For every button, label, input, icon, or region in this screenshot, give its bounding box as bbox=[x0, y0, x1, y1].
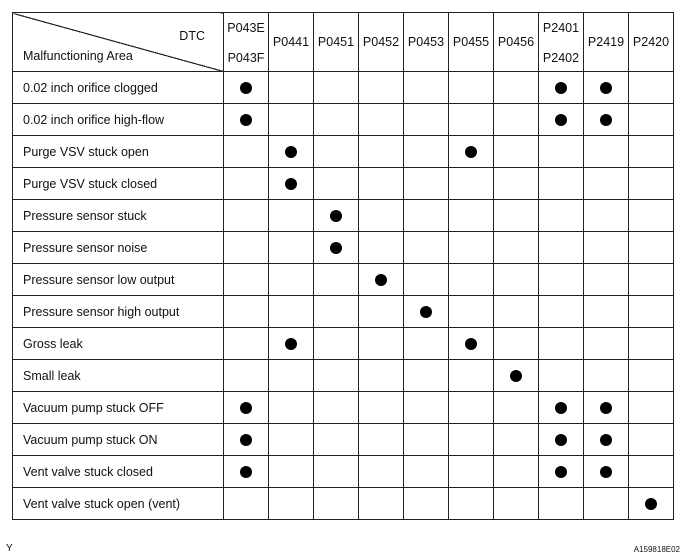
mark-cell bbox=[449, 488, 494, 520]
bullet-dot-icon bbox=[240, 402, 252, 414]
mark-cell bbox=[269, 360, 314, 392]
mark-cell bbox=[494, 72, 539, 104]
mark-cell bbox=[404, 360, 449, 392]
mark-cell bbox=[584, 392, 629, 424]
mark-cell bbox=[629, 200, 674, 232]
dtc-column-header bbox=[449, 13, 494, 72]
mark-cell bbox=[449, 136, 494, 168]
mark-cell bbox=[359, 456, 404, 488]
mark-cell bbox=[314, 104, 359, 136]
bullet-dot-icon bbox=[555, 82, 567, 94]
table-body bbox=[13, 72, 674, 520]
dtc-code: P0455 bbox=[452, 35, 490, 49]
bullet-dot-icon bbox=[465, 338, 477, 350]
dtc-column-header bbox=[224, 13, 269, 72]
bullet-dot-icon bbox=[555, 466, 567, 478]
mark-cell bbox=[314, 168, 359, 200]
malfunction-area-cell: 0.02 inch orifice high-flow bbox=[13, 104, 224, 136]
mark-cell bbox=[584, 264, 629, 296]
mark-cell bbox=[359, 360, 404, 392]
dtc-table bbox=[12, 12, 674, 520]
dtc-code: P043E bbox=[227, 21, 265, 35]
mark-cell bbox=[584, 456, 629, 488]
mark-cell bbox=[269, 456, 314, 488]
mark-cell bbox=[539, 72, 584, 104]
mark-cell bbox=[449, 328, 494, 360]
header-corner-cell bbox=[13, 13, 224, 72]
table-row bbox=[13, 392, 674, 424]
malfunction-area-cell: Pressure sensor stuck bbox=[13, 200, 224, 232]
dtc-column-header bbox=[269, 13, 314, 72]
mark-cell bbox=[539, 232, 584, 264]
mark-cell bbox=[224, 136, 269, 168]
mark-cell bbox=[539, 168, 584, 200]
dtc-column-header bbox=[539, 13, 584, 72]
mark-cell bbox=[584, 328, 629, 360]
mark-cell bbox=[314, 488, 359, 520]
bullet-dot-icon bbox=[600, 434, 612, 446]
mark-cell bbox=[494, 200, 539, 232]
dtc-column-header bbox=[404, 13, 449, 72]
mark-cell bbox=[404, 424, 449, 456]
mark-cell bbox=[314, 296, 359, 328]
bullet-dot-icon bbox=[600, 114, 612, 126]
mark-cell bbox=[629, 136, 674, 168]
mark-cell bbox=[539, 360, 584, 392]
mark-cell bbox=[224, 456, 269, 488]
bullet-dot-icon bbox=[285, 146, 297, 158]
dtc-code: P2420 bbox=[632, 35, 670, 49]
mark-cell bbox=[269, 424, 314, 456]
malfunction-area-cell: Pressure sensor high output bbox=[13, 296, 224, 328]
table-row bbox=[13, 232, 674, 264]
mark-cell bbox=[494, 168, 539, 200]
mark-cell bbox=[584, 232, 629, 264]
mark-cell bbox=[224, 72, 269, 104]
mark-cell bbox=[404, 328, 449, 360]
mark-cell bbox=[359, 264, 404, 296]
mark-cell bbox=[359, 328, 404, 360]
malfunction-area-cell: Purge VSV stuck closed bbox=[13, 168, 224, 200]
mark-cell bbox=[404, 488, 449, 520]
mark-cell bbox=[629, 424, 674, 456]
table-row bbox=[13, 424, 674, 456]
bullet-dot-icon bbox=[510, 370, 522, 382]
dtc-code: P2401 bbox=[542, 21, 580, 35]
mark-cell bbox=[314, 328, 359, 360]
malfunction-area-cell: Vacuum pump stuck ON bbox=[13, 424, 224, 456]
mark-cell bbox=[494, 264, 539, 296]
malfunction-area-cell: Vacuum pump stuck OFF bbox=[13, 392, 224, 424]
bullet-dot-icon bbox=[555, 114, 567, 126]
mark-cell bbox=[584, 136, 629, 168]
mark-cell bbox=[629, 392, 674, 424]
bullet-dot-icon bbox=[240, 434, 252, 446]
figure-code: A159818E02 bbox=[633, 545, 680, 554]
mark-cell bbox=[539, 136, 584, 168]
mark-cell bbox=[629, 72, 674, 104]
table-row bbox=[13, 104, 674, 136]
mark-cell bbox=[224, 488, 269, 520]
mark-cell bbox=[404, 168, 449, 200]
mark-cell bbox=[359, 104, 404, 136]
table-row bbox=[13, 360, 674, 392]
dtc-code: P0456 bbox=[497, 35, 535, 49]
mark-cell bbox=[539, 104, 584, 136]
mark-cell bbox=[449, 296, 494, 328]
mark-cell bbox=[539, 456, 584, 488]
malfunction-area-cell: Vent valve stuck closed bbox=[13, 456, 224, 488]
mark-cell bbox=[314, 456, 359, 488]
mark-cell bbox=[449, 232, 494, 264]
bullet-dot-icon bbox=[240, 466, 252, 478]
mark-cell bbox=[269, 296, 314, 328]
mark-cell bbox=[494, 232, 539, 264]
mark-cell bbox=[269, 104, 314, 136]
bullet-dot-icon bbox=[330, 210, 342, 222]
mark-cell bbox=[269, 328, 314, 360]
mark-cell bbox=[404, 264, 449, 296]
mark-cell bbox=[539, 488, 584, 520]
mark-cell bbox=[359, 136, 404, 168]
mark-cell bbox=[494, 456, 539, 488]
mark-cell bbox=[269, 136, 314, 168]
dtc-column-header bbox=[584, 13, 629, 72]
dtc-code: P0453 bbox=[407, 35, 445, 49]
mark-cell bbox=[449, 392, 494, 424]
malfunction-area-cell: Gross leak bbox=[13, 328, 224, 360]
mark-cell bbox=[629, 328, 674, 360]
mark-cell bbox=[629, 264, 674, 296]
mark-cell bbox=[314, 200, 359, 232]
mark-cell bbox=[494, 488, 539, 520]
mark-cell bbox=[584, 488, 629, 520]
mark-cell bbox=[584, 296, 629, 328]
table-row bbox=[13, 168, 674, 200]
bullet-dot-icon bbox=[375, 274, 387, 286]
bullet-dot-icon bbox=[240, 114, 252, 126]
mark-cell bbox=[269, 200, 314, 232]
bullet-dot-icon bbox=[285, 338, 297, 350]
mark-cell bbox=[584, 424, 629, 456]
area-label: Malfunctioning Area bbox=[23, 49, 133, 63]
mark-cell bbox=[359, 392, 404, 424]
mark-cell bbox=[539, 392, 584, 424]
mark-cell bbox=[494, 424, 539, 456]
mark-cell bbox=[494, 328, 539, 360]
mark-cell bbox=[584, 72, 629, 104]
dtc-code: P0452 bbox=[362, 35, 400, 49]
mark-cell bbox=[539, 200, 584, 232]
mark-cell bbox=[629, 488, 674, 520]
mark-cell bbox=[449, 456, 494, 488]
mark-cell bbox=[449, 168, 494, 200]
table-header-row bbox=[13, 13, 674, 72]
footer-left-mark: Y bbox=[6, 543, 13, 554]
mark-cell bbox=[539, 424, 584, 456]
mark-cell bbox=[404, 392, 449, 424]
table-row bbox=[13, 328, 674, 360]
mark-cell bbox=[224, 392, 269, 424]
bullet-dot-icon bbox=[420, 306, 432, 318]
table-row bbox=[13, 72, 674, 104]
mark-cell bbox=[224, 296, 269, 328]
mark-cell bbox=[224, 168, 269, 200]
mark-cell bbox=[494, 136, 539, 168]
mark-cell bbox=[269, 392, 314, 424]
bullet-dot-icon bbox=[465, 146, 477, 158]
mark-cell bbox=[314, 392, 359, 424]
table-row bbox=[13, 296, 674, 328]
mark-cell bbox=[494, 360, 539, 392]
mark-cell bbox=[314, 424, 359, 456]
malfunction-area-cell: 0.02 inch orifice clogged bbox=[13, 72, 224, 104]
mark-cell bbox=[629, 456, 674, 488]
dtc-code: P0451 bbox=[317, 35, 355, 49]
mark-cell bbox=[449, 424, 494, 456]
bullet-dot-icon bbox=[600, 82, 612, 94]
mark-cell bbox=[224, 328, 269, 360]
malfunction-area-cell: Pressure sensor low output bbox=[13, 264, 224, 296]
mark-cell bbox=[224, 264, 269, 296]
mark-cell bbox=[359, 200, 404, 232]
table-row bbox=[13, 200, 674, 232]
mark-cell bbox=[404, 232, 449, 264]
dtc-code: P2402 bbox=[542, 51, 580, 65]
mark-cell bbox=[404, 136, 449, 168]
mark-cell bbox=[224, 360, 269, 392]
mark-cell bbox=[584, 168, 629, 200]
mark-cell bbox=[314, 264, 359, 296]
mark-cell bbox=[494, 104, 539, 136]
bullet-dot-icon bbox=[600, 402, 612, 414]
mark-cell bbox=[404, 72, 449, 104]
dtc-code: P0441 bbox=[272, 35, 310, 49]
mark-cell bbox=[494, 392, 539, 424]
mark-cell bbox=[404, 296, 449, 328]
bullet-dot-icon bbox=[600, 466, 612, 478]
dtc-column-header bbox=[359, 13, 404, 72]
mark-cell bbox=[449, 72, 494, 104]
dtc-column-header bbox=[629, 13, 674, 72]
dtc-code: P2419 bbox=[587, 35, 625, 49]
bullet-dot-icon bbox=[285, 178, 297, 190]
mark-cell bbox=[359, 488, 404, 520]
mark-cell bbox=[449, 200, 494, 232]
dtc-column-header bbox=[494, 13, 539, 72]
mark-cell bbox=[314, 232, 359, 264]
bullet-dot-icon bbox=[555, 434, 567, 446]
mark-cell bbox=[224, 104, 269, 136]
mark-cell bbox=[224, 424, 269, 456]
bullet-dot-icon bbox=[555, 402, 567, 414]
mark-cell bbox=[359, 72, 404, 104]
mark-cell bbox=[269, 72, 314, 104]
mark-cell bbox=[539, 264, 584, 296]
mark-cell bbox=[629, 168, 674, 200]
mark-cell bbox=[629, 104, 674, 136]
table-row bbox=[13, 264, 674, 296]
dtc-column-header bbox=[314, 13, 359, 72]
mark-cell bbox=[539, 296, 584, 328]
mark-cell bbox=[359, 168, 404, 200]
malfunction-area-cell: Pressure sensor noise bbox=[13, 232, 224, 264]
mark-cell bbox=[224, 232, 269, 264]
mark-cell bbox=[314, 360, 359, 392]
mark-cell bbox=[629, 296, 674, 328]
mark-cell bbox=[539, 328, 584, 360]
mark-cell bbox=[269, 488, 314, 520]
bullet-dot-icon bbox=[330, 242, 342, 254]
malfunction-area-cell: Purge VSV stuck open bbox=[13, 136, 224, 168]
mark-cell bbox=[269, 168, 314, 200]
mark-cell bbox=[359, 232, 404, 264]
mark-cell bbox=[449, 360, 494, 392]
mark-cell bbox=[449, 264, 494, 296]
mark-cell bbox=[404, 200, 449, 232]
mark-cell bbox=[494, 296, 539, 328]
mark-cell bbox=[584, 200, 629, 232]
bullet-dot-icon bbox=[645, 498, 657, 510]
mark-cell bbox=[314, 72, 359, 104]
mark-cell bbox=[314, 136, 359, 168]
mark-cell bbox=[269, 232, 314, 264]
mark-cell bbox=[224, 200, 269, 232]
malfunction-area-cell: Small leak bbox=[13, 360, 224, 392]
table-row bbox=[13, 456, 674, 488]
dtc-code: P043F bbox=[227, 51, 265, 65]
mark-cell bbox=[404, 456, 449, 488]
mark-cell bbox=[359, 296, 404, 328]
mark-cell bbox=[449, 104, 494, 136]
mark-cell bbox=[404, 104, 449, 136]
bullet-dot-icon bbox=[240, 82, 252, 94]
mark-cell bbox=[359, 424, 404, 456]
table-row bbox=[13, 136, 674, 168]
mark-cell bbox=[584, 360, 629, 392]
malfunction-area-cell: Vent valve stuck open (vent) bbox=[13, 488, 224, 520]
mark-cell bbox=[269, 264, 314, 296]
mark-cell bbox=[584, 104, 629, 136]
table-row bbox=[13, 488, 674, 520]
mark-cell bbox=[629, 360, 674, 392]
dtc-label: DTC bbox=[179, 29, 205, 43]
mark-cell bbox=[629, 232, 674, 264]
